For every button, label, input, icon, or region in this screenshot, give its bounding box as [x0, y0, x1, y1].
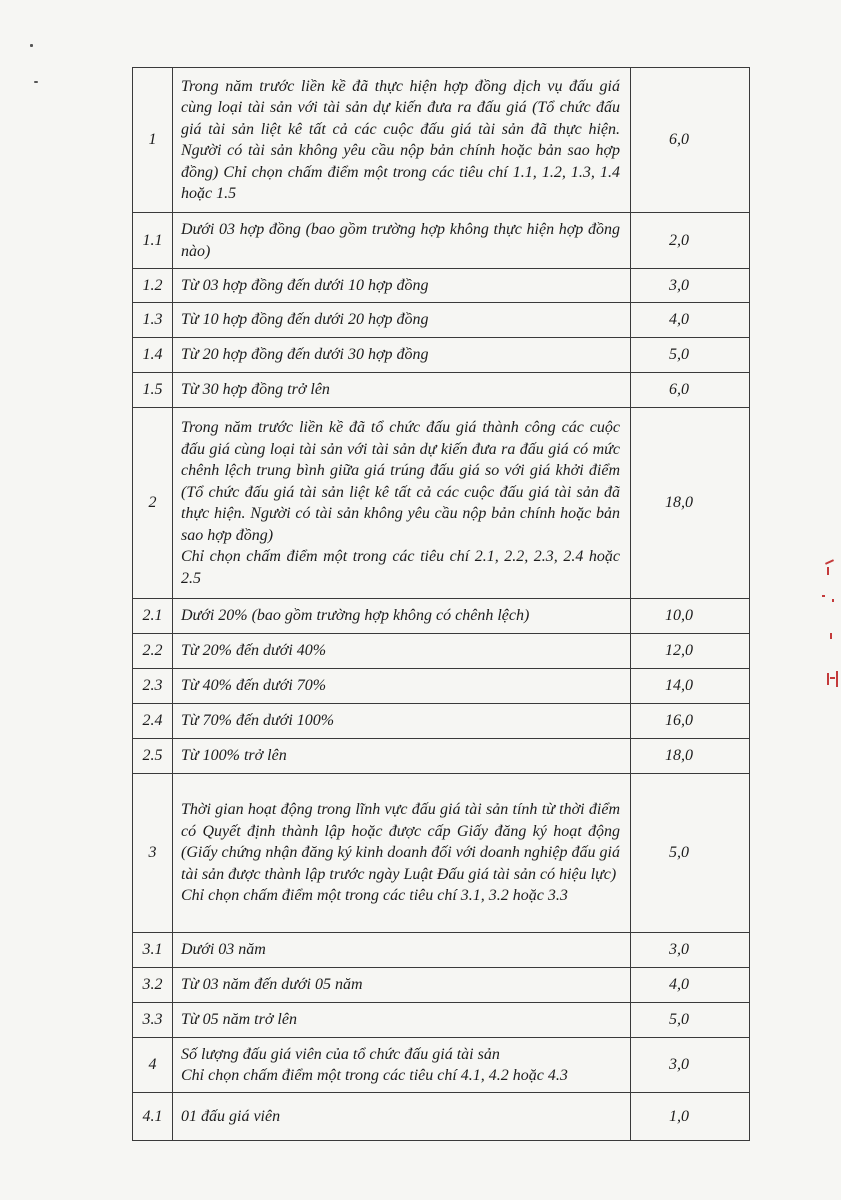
criterion-score: 5,0: [631, 1003, 750, 1038]
criterion-number: 1: [133, 68, 173, 213]
criterion-score: 3,0: [631, 1038, 750, 1093]
criterion-text: Trong năm trước liền kề đã tổ chức đấu giá thành công các cuộc đấu giá cùng loại tài sản với tài sản dự kiến đưa ra đấu giá có mức chênh lệch trung bình giữa giá trúng đấu giá so với giá khởi điểm (Tổ chức đấu giá tài sản liệt kê tất cả các cuộc đấu giá tài sản đã thực hiện. Người có tài sản không yêu cầu nộp bản chính hoặc bản sao hợp đồng): [181, 419, 620, 544]
table-row: [133, 1038, 750, 1093]
criterion-number: 3.1: [133, 933, 173, 968]
table-row: [133, 933, 750, 968]
criterion-text: Từ 20% đến dưới 40%: [181, 642, 327, 660]
criterion-score: 14,0: [631, 669, 750, 704]
criterion-number: 2.3: [133, 669, 173, 704]
criterion-text: Trong năm trước liền kề đã thực hiện hợp đồng dịch vụ đấu giá cùng loại tài sản với tài sản dự kiến đưa ra đấu giá (Tổ chức đấu giá tài sản liệt kê tất cả các cuộc đấu giá tài sản đã thực hiện. Người có tài sản không yêu cầu nộp bản chính hoặc bản sao hợp đồng) Chỉ chọn chấm điểm một trong các tiêu chí 1.1, 1.2, 1.3, 1.4 hoặc 1.5: [181, 77, 620, 202]
table-row: [133, 704, 750, 739]
table-row: [133, 968, 750, 1003]
criterion-description: [173, 704, 631, 739]
criterion-number: 1.3: [133, 303, 173, 338]
criterion-text: Số lượng đấu giá viên của tổ chức đấu giá tài sản: [181, 1045, 500, 1063]
criterion-text: Thời gian hoạt động trong lĩnh vực đấu giá tài sản tính từ thời điểm có Quyết định thành lập hoặc được cấp Giấy đăng ký hoạt động (Giấy chứng nhận đăng ký kinh doanh đối với doanh nghiệp đấu giá tài sản được thành lập trước ngày Luật Đấu giá tài sản có hiệu lực): [181, 801, 620, 883]
criterion-text: Từ 70% đến dưới 100%: [181, 712, 335, 730]
table-row: [133, 634, 750, 669]
criterion-description: [173, 1003, 631, 1038]
scan-speck: [34, 81, 38, 83]
criterion-number: 4: [133, 1038, 173, 1093]
table-row: [133, 739, 750, 774]
criterion-text: Từ 05 năm trở lên: [181, 1011, 297, 1029]
criterion-number: 3.3: [133, 1003, 173, 1038]
criterion-score: 6,0: [631, 68, 750, 213]
criterion-number: 2: [133, 408, 173, 599]
criterion-number: 3: [133, 774, 173, 933]
table-row: [133, 269, 750, 303]
criterion-description: [173, 1093, 631, 1141]
criterion-number: 2.1: [133, 599, 173, 634]
criterion-description: [173, 408, 631, 599]
criterion-score: 3,0: [631, 269, 750, 303]
criterion-score: 4,0: [631, 968, 750, 1003]
table-row: [133, 408, 750, 599]
table-row: [133, 1093, 750, 1141]
table-row: [133, 774, 750, 933]
criterion-number: 1.2: [133, 269, 173, 303]
criterion-description: [173, 669, 631, 704]
criterion-text: 01 đấu giá viên: [181, 1107, 281, 1125]
criterion-description: [173, 303, 631, 338]
criterion-description: [173, 599, 631, 634]
criterion-score: 18,0: [631, 408, 750, 599]
criterion-number: 1.4: [133, 338, 173, 373]
criterion-description: [173, 634, 631, 669]
criterion-number: 4.1: [133, 1093, 173, 1141]
table-row: [133, 599, 750, 634]
criterion-number: 2.4: [133, 704, 173, 739]
criterion-score: 4,0: [631, 303, 750, 338]
criterion-text: Từ 30 hợp đồng trở lên: [181, 381, 330, 399]
criterion-score: 3,0: [631, 933, 750, 968]
criterion-score: 6,0: [631, 373, 750, 408]
table-row: [133, 213, 750, 269]
criterion-number: 2.5: [133, 739, 173, 774]
criterion-number: 3.2: [133, 968, 173, 1003]
table-row: [133, 1003, 750, 1038]
margin-ink-marks: [818, 555, 841, 695]
criterion-description: [173, 213, 631, 269]
criterion-text: Dưới 03 hợp đồng (bao gồm trường hợp không thực hiện hợp đồng nào): [181, 221, 620, 260]
table-row: [133, 68, 750, 213]
criterion-description: [173, 68, 631, 213]
criterion-description: [173, 373, 631, 408]
criterion-score: 5,0: [631, 338, 750, 373]
criterion-description: [173, 739, 631, 774]
criterion-text: Chỉ chọn chấm điểm một trong các tiêu chí 4.1, 4.2 hoặc 4.3: [181, 1067, 568, 1084]
criterion-number: 1.1: [133, 213, 173, 269]
criterion-text: Từ 20 hợp đồng đến dưới 30 hợp đồng: [181, 346, 429, 364]
criterion-description: [173, 968, 631, 1003]
scoring-criteria-table: [132, 67, 750, 1141]
criterion-number: 2.2: [133, 634, 173, 669]
table-row: [133, 303, 750, 338]
criterion-description: [173, 774, 631, 933]
criterion-text: Chỉ chọn chấm điểm một trong các tiêu chí 3.1, 3.2 hoặc 3.3: [181, 887, 568, 905]
table-row: [133, 669, 750, 704]
table-row: [133, 338, 750, 373]
criterion-score: 5,0: [631, 774, 750, 933]
table-row: [133, 373, 750, 408]
criterion-score: 2,0: [631, 213, 750, 269]
criterion-text: Dưới 03 năm: [181, 941, 266, 959]
criterion-text: Từ 03 năm đến dưới 05 năm: [181, 976, 363, 994]
criterion-text: Từ 10 hợp đồng đến dưới 20 hợp đồng: [181, 311, 429, 329]
criterion-score: 1,0: [631, 1093, 750, 1141]
criterion-text: Dưới 20% (bao gồm trường hợp không có chênh lệch): [181, 607, 530, 625]
criterion-text: Chỉ chọn chấm điểm một trong các tiêu chí 2.1, 2.2, 2.3, 2.4 hoặc 2.5: [181, 548, 620, 587]
criterion-number: 1.5: [133, 373, 173, 408]
criterion-text: Từ 100% trở lên: [181, 747, 287, 765]
criterion-description: [173, 269, 631, 303]
criterion-score: 12,0: [631, 634, 750, 669]
criterion-text: Từ 03 hợp đồng đến dưới 10 hợp đồng: [181, 276, 429, 294]
scan-speck: [30, 44, 33, 47]
criterion-description: [173, 1038, 631, 1093]
criterion-score: 18,0: [631, 739, 750, 774]
criterion-description: [173, 933, 631, 968]
criterion-score: 16,0: [631, 704, 750, 739]
criterion-description: [173, 338, 631, 373]
criterion-text: Từ 40% đến dưới 70%: [181, 677, 327, 695]
criterion-score: 10,0: [631, 599, 750, 634]
